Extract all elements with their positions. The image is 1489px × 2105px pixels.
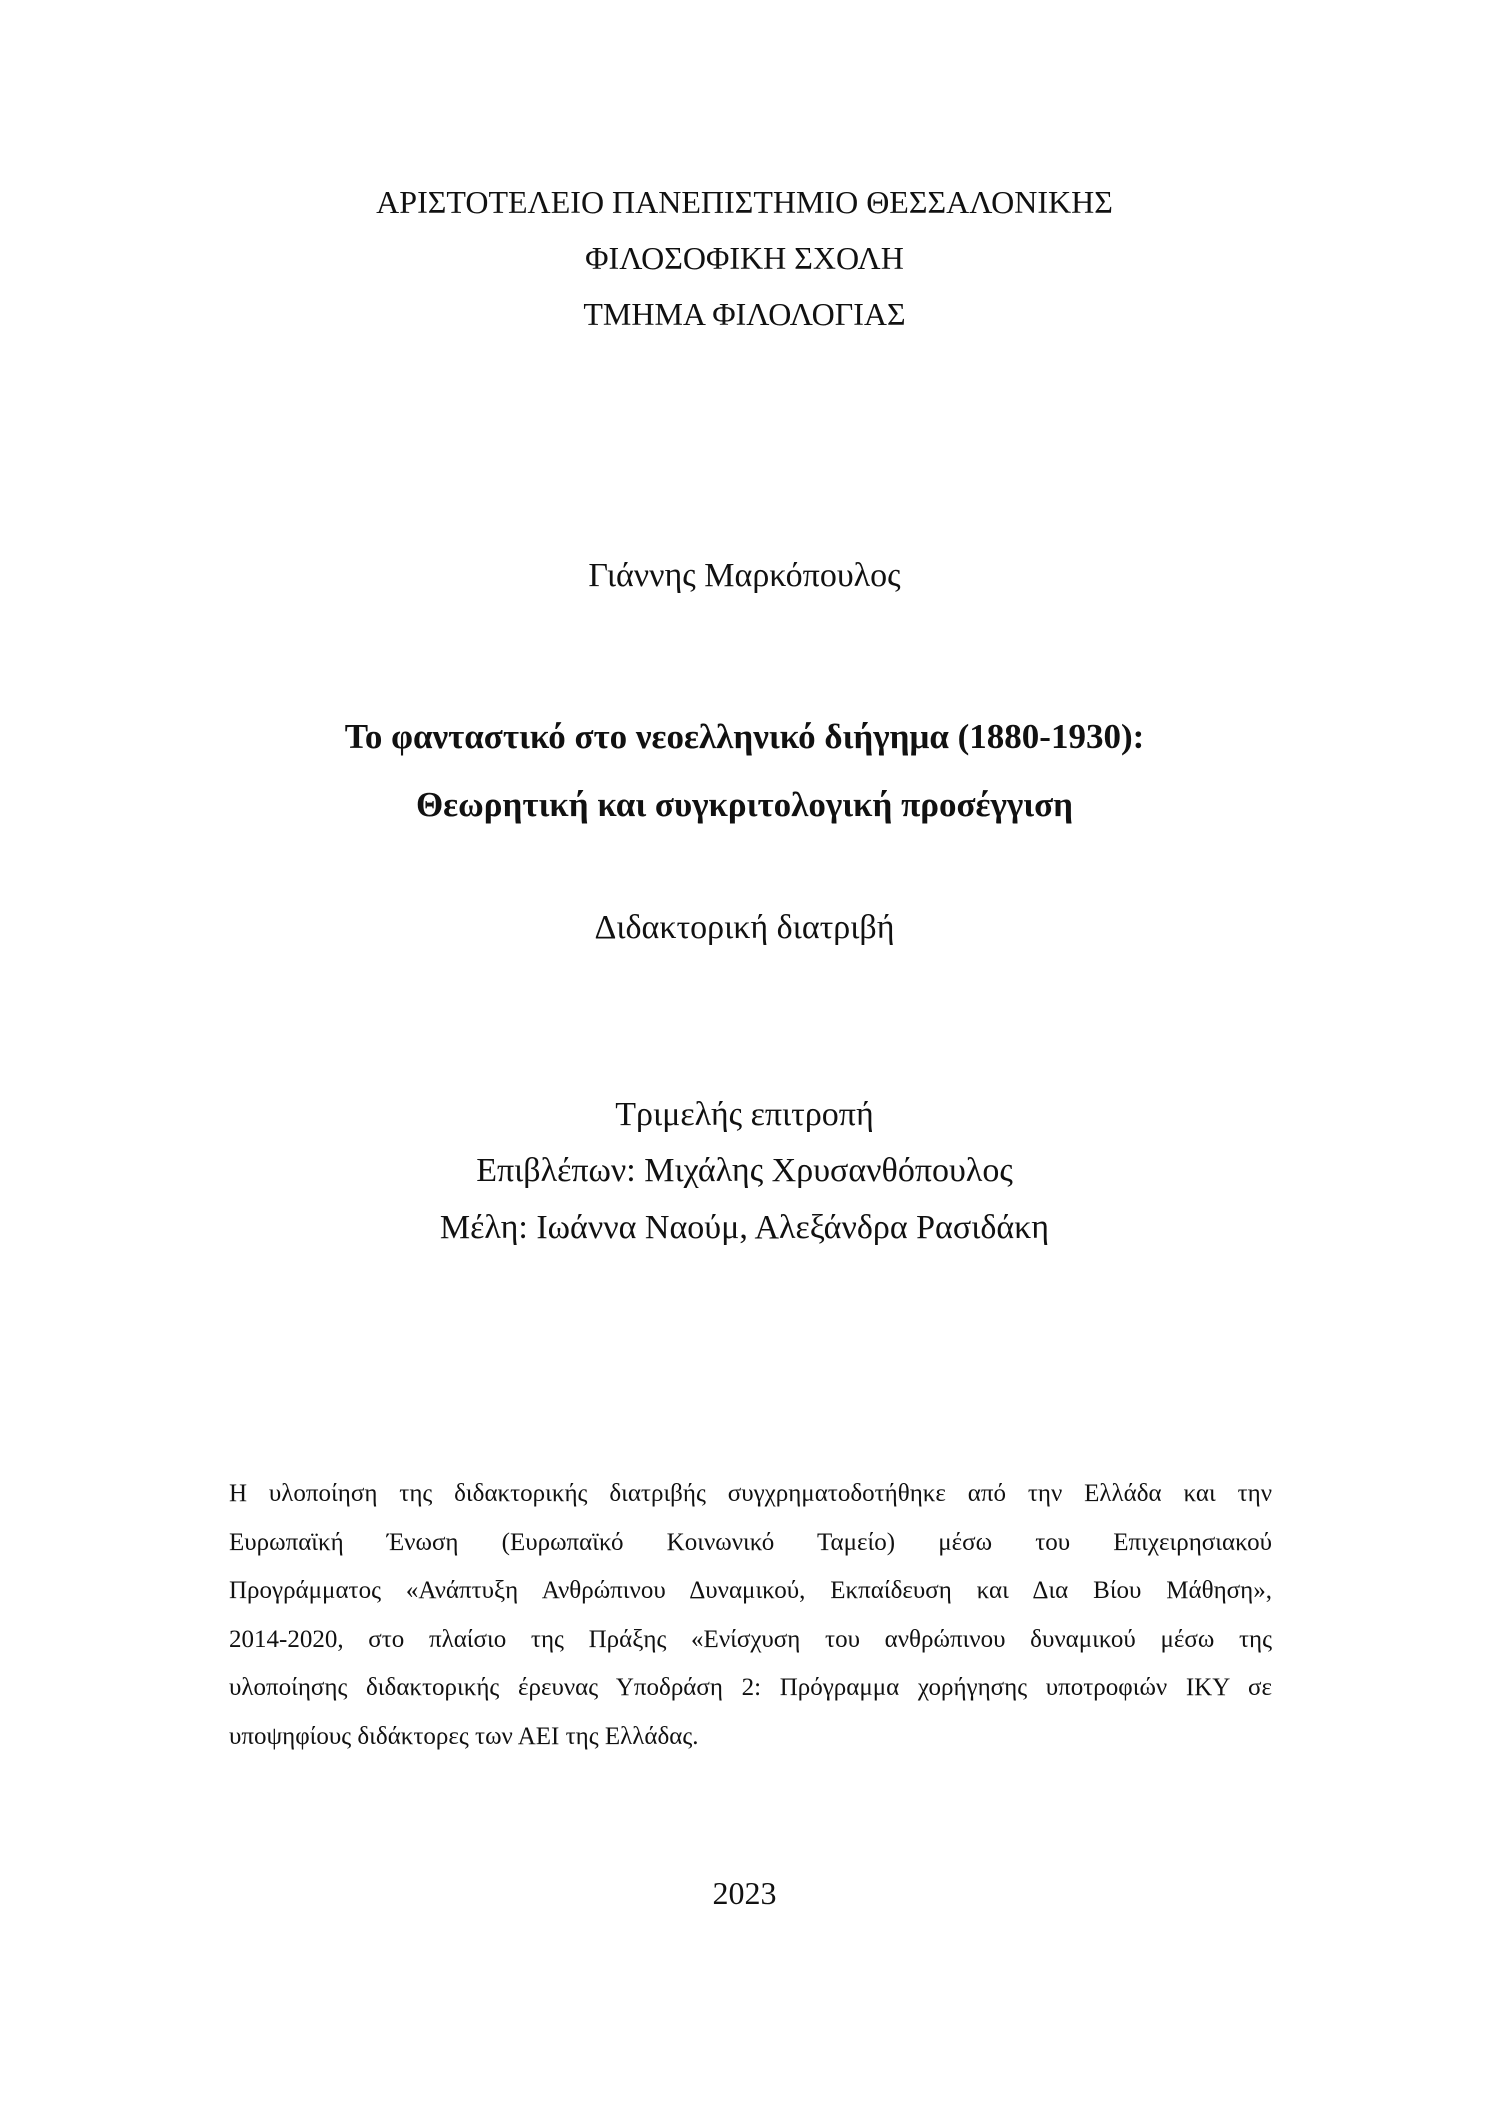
department-name: ΤΜΗΜΑ ΦΙΛΟΛΟΓΙΑΣ xyxy=(583,296,906,332)
university-name: ΑΡΙΣΤΟΤΕΛΕΙΟ ΠΑΝΕΠΙΣΤΗΜΙΟ ΘΕΣΣΑΛΟΝΙΚΗΣ xyxy=(376,184,1113,220)
document-type: Διδακτορική διατριβή xyxy=(594,909,895,946)
funding-line: Ευρωπαϊκή Ένωση (Ευρωπαϊκό Κοινωνικό Ταμείο) μέσω του Επιχειρησιακού xyxy=(229,1528,1272,1556)
thesis-title-line-1: Το φανταστικό στο νεοελληνικό διήγημα (1880-1930): xyxy=(344,717,1145,756)
thesis-title-line-2: Θεωρητική και συγκριτολογική προσέγγιση xyxy=(415,785,1074,824)
school-name: ΦΙΛΟΣΟΦΙΚΗ ΣΧΟΛΗ xyxy=(585,240,904,276)
committee-heading: Τριμελής επιτροπή xyxy=(615,1096,874,1133)
funding-acknowledgement xyxy=(229,1470,1272,1761)
funding-line: υλοποίησης διδακτορικής έρευνας Υποδράση 2: Πρόγραμμα χορήγησης υποτροφιών ΙΚΥ σε xyxy=(229,1674,1272,1701)
funding-line: 2014-2020, στο πλαίσιο της Πράξης «Ενίσχυση του ανθρώπινου δυναμικού μέσω της xyxy=(229,1625,1272,1653)
committee-supervisor: Επιβλέπων: Μιχάλης Χρυσανθόπουλος xyxy=(476,1152,1013,1189)
funding-line: υποψηφίους διδάκτορες των ΑΕΙ της Ελλάδας. xyxy=(229,1722,699,1750)
committee-members: Μέλη: Ιωάννα Ναούμ, Αλεξάνδρα Ρασιδάκη xyxy=(439,1209,1050,1246)
year: 2023 xyxy=(712,1875,777,1911)
funding-line: Προγράμματος «Ανάπτυξη Ανθρώπινου Δυναμικού, Εκπαίδευση και Δια Βίου Μάθηση», xyxy=(229,1577,1272,1604)
author-name: Γιάννης Μαρκόπουλος xyxy=(588,557,901,594)
funding-line: Η υλοποίηση της διδακτορικής διατριβής συγχρηματοδοτήθηκε από την Ελλάδα και την xyxy=(229,1480,1272,1507)
